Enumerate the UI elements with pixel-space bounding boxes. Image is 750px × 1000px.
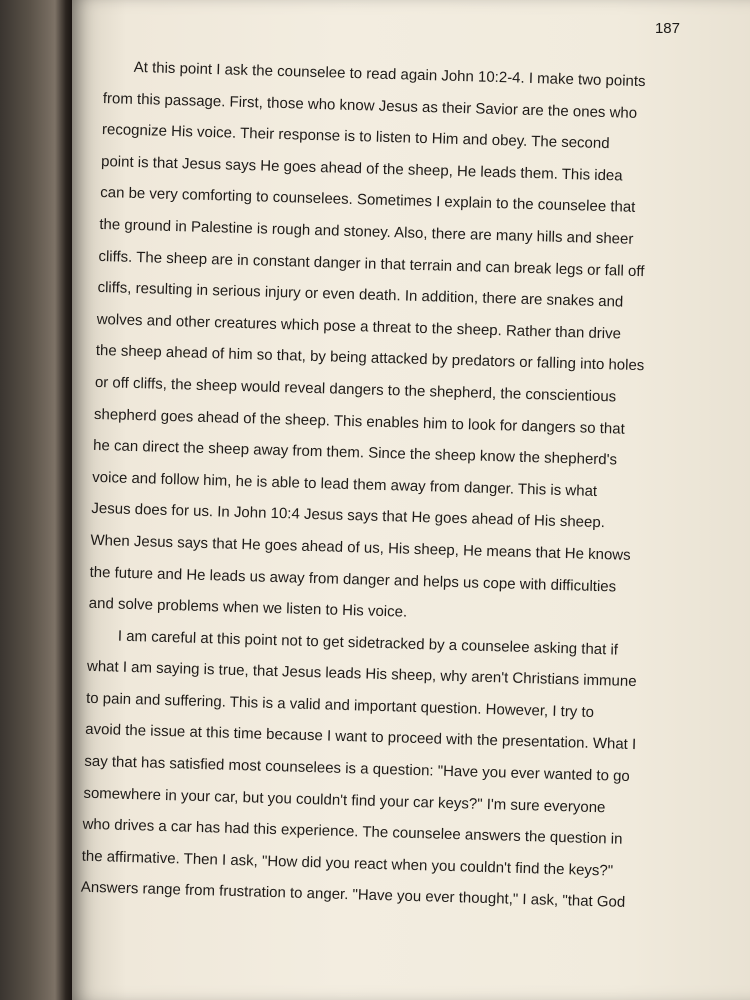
text-line: I am careful at this point not to get sidetracked by a counselee asking that if	[117, 627, 619, 659]
text-line: from this passage. First, those who know Jesus as their Savior are the ones who	[102, 89, 638, 122]
text-line: to pain and suffering. This is a valid and important question. However, I try to	[85, 689, 595, 721]
text-line: wolves and other creatures which pose a threat to the sheep. Rather than drive	[96, 310, 622, 343]
book-spine	[0, 0, 78, 1000]
text-line: cliffs, resulting in serious injury or even death. In addition, there are snakes and	[97, 279, 624, 311]
text-line: the affirmative. Then I ask, "How did you react when you couldn't find the keys?"	[81, 847, 614, 880]
text-line: Jesus does for us. In John 10:4 Jesus says that He goes ahead of His sheep.	[91, 500, 606, 532]
text-line: recognize His voice. Their response is to listen to Him and obey. The second	[101, 121, 610, 153]
page-number: 187	[654, 20, 680, 37]
text-line: Answers range from frustration to anger. "Have you ever thought," I ask, "that God	[80, 879, 626, 912]
text-line: he can direct the sheep away from them. Since the sheep know the shepherd's	[92, 436, 618, 469]
body-text	[80, 58, 704, 927]
book-page	[72, 0, 750, 1000]
text-line: who drives a car has had this experience. The counselee answers the question in	[82, 815, 623, 849]
paragraph-1	[88, 58, 704, 643]
text-line: say that has satisfied most counselees is a question: "Have you ever wanted to go	[84, 752, 631, 786]
text-line: cliffs. The sheep are in constant danger in that terrain and can break legs or fall off	[98, 247, 645, 280]
text-line: avoid the issue at this time because I want to proceed with the presentation. What I	[85, 721, 637, 754]
text-line: voice and follow him, he is able to lead them away from danger. This is what	[92, 468, 598, 500]
text-line: somewhere in your car, but you couldn't find your car keys?" I'm sure everyone	[83, 784, 606, 816]
text-line: what I am saying is true, that Jesus leads His sheep, why aren't Christians immune	[86, 658, 637, 691]
text-line: the sheep ahead of him so that, by being attacked by predators or falling into holes	[95, 342, 645, 375]
text-line: and solve problems when we listen to His voice.	[88, 594, 408, 621]
text-line: At this point I ask the counselee to read again John 10:2-4. I make two points	[133, 58, 646, 91]
text-line: point is that Jesus says He goes ahead of the sheep, He leads them. This idea	[100, 152, 623, 185]
text-line: or off cliffs, the sheep would reveal dangers to the shepherd, the conscientious	[94, 373, 617, 406]
paragraph-2	[80, 626, 688, 927]
text-line: the future and He leads us away from danger and helps us cope with difficulties	[89, 563, 617, 596]
text-line: When Jesus says that He goes ahead of us, His sheep, He means that He knows	[90, 531, 631, 564]
text-line: can be very comforting to counselees. Sometimes I explain to the counselee that	[99, 184, 636, 217]
text-line: the ground in Palestine is rough and stoney. Also, there are many hills and sheer	[99, 215, 634, 248]
text-line: shepherd goes ahead of the sheep. This enables him to look for dangers so that	[93, 405, 626, 438]
